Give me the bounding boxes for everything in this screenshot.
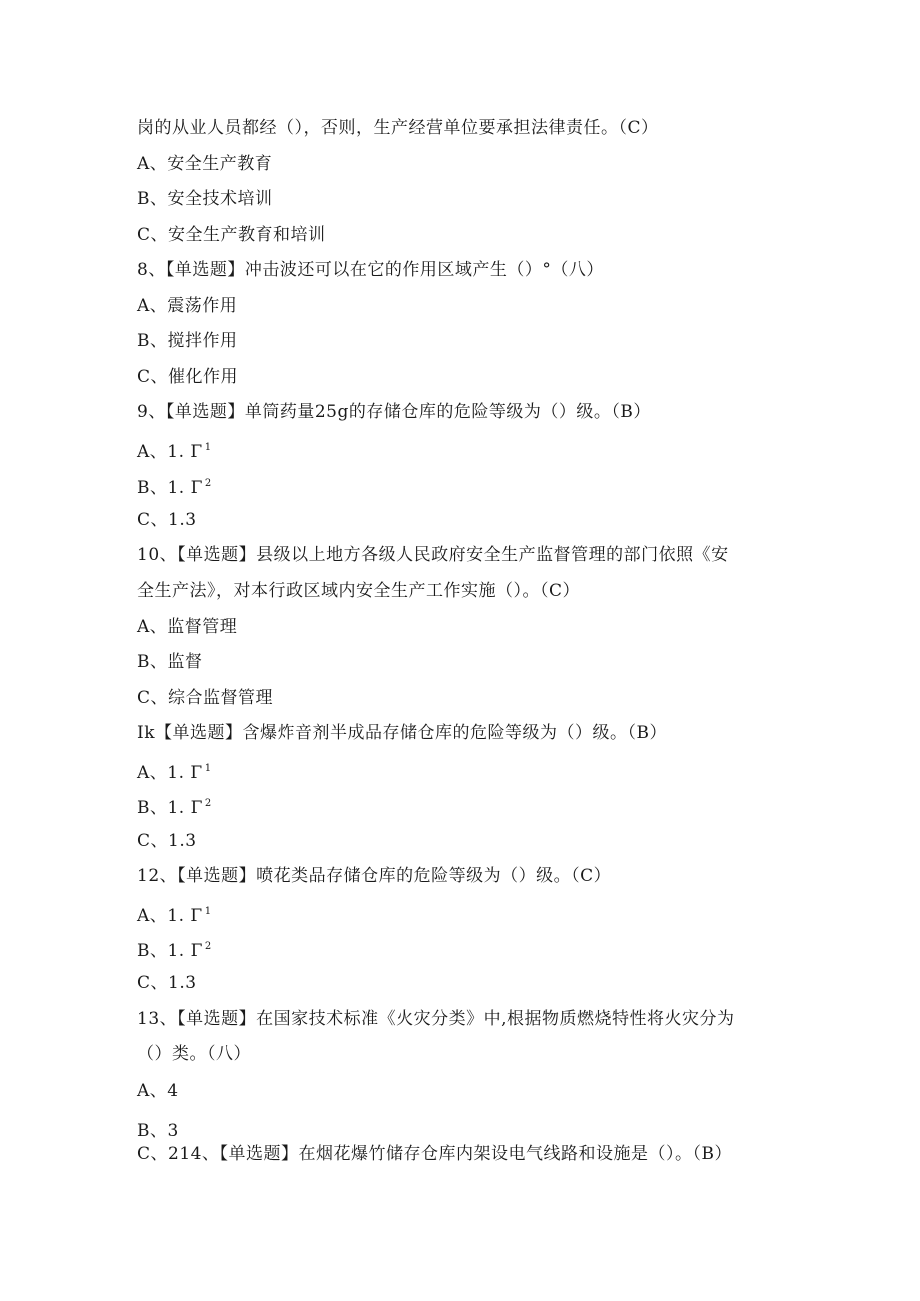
option-b: B、3 bbox=[137, 1121, 179, 1141]
option-a: A、1. Γ $^1$ bbox=[137, 906, 212, 926]
option-a: A、监督管理 bbox=[137, 617, 238, 637]
option-b: B、1. Γ $^2$ bbox=[137, 478, 212, 498]
option-c: C、综合监督管理 bbox=[137, 688, 274, 708]
option-b: B、安全技术培训 bbox=[137, 189, 273, 209]
option-a: A、1. Γ $^1$ bbox=[137, 763, 212, 783]
question-12: 12、【单选题】喷花类品存储仓库的危险等级为（）级。（C） bbox=[137, 866, 612, 886]
question-13-line-2: （）类。（八） bbox=[137, 1044, 251, 1064]
option-b: B、搅拌作用 bbox=[137, 331, 238, 351]
option-a: A、震荡作用 bbox=[137, 296, 238, 316]
question-11: Ik【单选题】含爆炸音剂半成品存储仓库的危险等级为（）级。（B） bbox=[137, 723, 668, 743]
option-c-and-question-14: C、214、【单选题】在烟花爆竹储存仓库内架设电气线路和设施是（）。（B） bbox=[137, 1144, 732, 1164]
question-10-line-2: 全生产法》，对本行政区域内安全生产工作实施（）。（C） bbox=[137, 581, 581, 601]
option-c: C、1.3 bbox=[137, 831, 197, 851]
option-c: C、1.3 bbox=[137, 510, 197, 530]
question-8: 8、【单选题】冲击波还可以在它的作用区域产生（）°（八） bbox=[137, 260, 604, 280]
option-a: A、4 bbox=[137, 1081, 179, 1101]
option-b: B、监督 bbox=[137, 652, 203, 672]
option-a: A、安全生产教育 bbox=[137, 154, 273, 174]
option-c: C、安全生产教育和培训 bbox=[137, 225, 326, 245]
option-b: B、1. Γ $^2$ bbox=[137, 941, 212, 961]
option-c: C、催化作用 bbox=[137, 367, 239, 387]
question-13-line-1: 13、【单选题】在国家技术标准《火灾分类》中,根据物质燃烧特性将火灾分为 bbox=[137, 1009, 735, 1029]
question-10-line-1: 10、【单选题】县级以上地方各级人民政府安全生产监督管理的部门依照《安 bbox=[137, 545, 729, 565]
question-9: 9、【单选题】单筒药量25g的存储仓库的危险等级为（）级。（B） bbox=[137, 402, 651, 422]
option-c: C、1.3 bbox=[137, 973, 197, 993]
option-b: B、1. Γ $^2$ bbox=[137, 798, 212, 818]
option-a: A、1. Γ $^1$ bbox=[137, 442, 212, 462]
question-7-continuation: 岗的从业人员都经（），否则，生产经营单位要承担法律责任。（C） bbox=[137, 118, 659, 138]
